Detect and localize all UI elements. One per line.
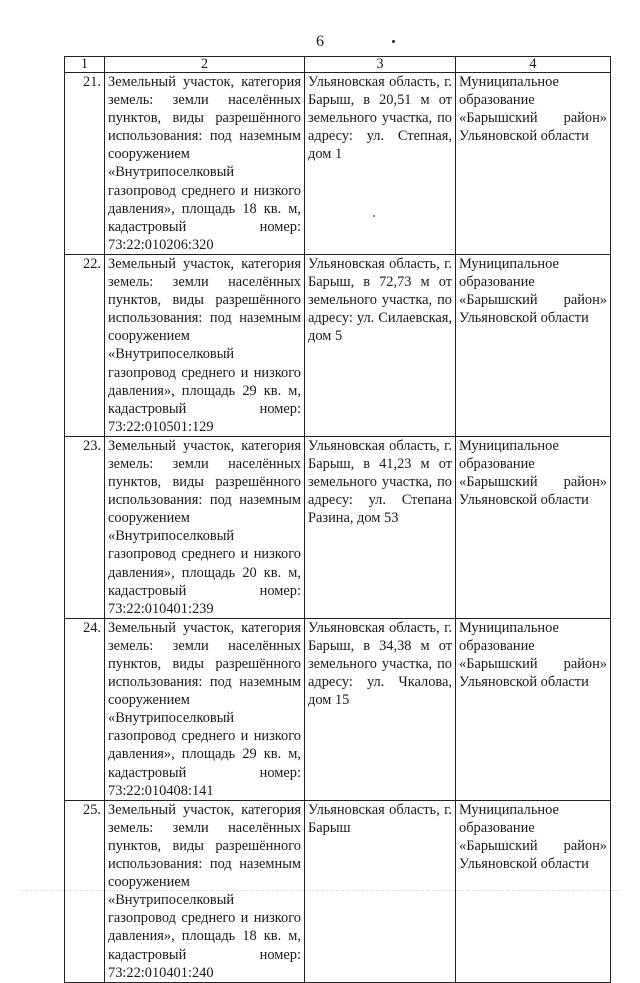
plot-address: Ульяновская область, г. Барыш, в 72,73 м от земельного участка, по адресу: ул. Силаевская, дом 5 <box>305 254 456 436</box>
plot-address: Ульяновская область, г. Барыш <box>305 800 456 982</box>
row-number: 23. <box>65 436 105 618</box>
column-header-4: 4 <box>456 57 611 73</box>
table-row <box>65 618 611 800</box>
table-header-row <box>65 57 611 73</box>
plot-owner: Муниципальное образование «Барышский район» Ульяновской области <box>456 800 611 982</box>
row-number: 24. <box>65 618 105 800</box>
plot-description: Земельный участок, категория земель: земли населённых пунктов, виды разрешённого использования: под наземным сооружением «Внутрипоселковый газопровод среднего и низкого давления», площадь 18 кв. м, кадастровый номер: 73:22:010206:320 <box>105 73 305 255</box>
plot-owner: Муниципальное образование «Барышский район» Ульяновской области <box>456 73 611 255</box>
scan-edge-artifact <box>20 890 620 892</box>
plot-address: Ульяновская область, г. Барыш, в 41,23 м от земельного участка, по адресу: ул. Степана Разина, дом 53 <box>305 436 456 618</box>
row-number: 21. <box>65 73 105 255</box>
table-row <box>65 436 611 618</box>
scan-dot-mark <box>392 40 395 43</box>
row-number: 25. <box>65 800 105 982</box>
plot-owner: Муниципальное образование «Барышский район» Ульяновской области <box>456 618 611 800</box>
column-header-3: 3 <box>305 57 456 73</box>
plot-address: Ульяновская область, г. Барыш, в 34,38 м от земельного участка, по адресу: ул. Чкалова, дом 15 <box>305 618 456 800</box>
plot-description: Земельный участок, категория земель: земли населённых пунктов, виды разрешённого использования: под наземным сооружением «Внутрипоселковый газопровод среднего и низкого давления», площадь 29 кв. м, кадастровый номер: 73:22:010501:129 <box>105 254 305 436</box>
plot-owner: Муниципальное образование «Барышский район» Ульяновской области <box>456 254 611 436</box>
plot-description: Земельный участок, категория земель: земли населённых пунктов, виды разрешённого использования: под наземным сооружением «Внутрипоселковый газопровод среднего и низкого давления», площадь 18 кв. м, кадастровый номер: 73:22:010401:240 <box>105 800 305 982</box>
page-number: 6 <box>316 33 324 50</box>
plot-description: Земельный участок, категория земель: земли населённых пунктов, виды разрешённого использования: под наземным сооружением «Внутрипоселковый газопровод среднего и низкого давления», площадь 29 кв. м, кадастровый номер: 73:22:010408:141 <box>105 618 305 800</box>
column-header-2: 2 <box>105 57 305 73</box>
table-row <box>65 254 611 436</box>
column-header-1: 1 <box>65 57 105 73</box>
plot-owner: Муниципальное образование «Барышский район» Ульяновской области <box>456 436 611 618</box>
plot-description: Земельный участок, категория земель: земли населённых пунктов, виды разрешённого использования: под наземным сооружением «Внутрипоселковый газопровод среднего и низкого давления», площадь 20 кв. м, кадастровый номер: 73:22:010401:239 <box>105 436 305 618</box>
plot-address: Ульяновская область, г. Барыш, в 20,51 м от земельного участка, по адресу: ул. Степная, дом 1 <box>305 73 456 255</box>
row-number: 22. <box>65 254 105 436</box>
table-row <box>65 73 611 255</box>
land-plot-registry-table <box>64 56 611 983</box>
